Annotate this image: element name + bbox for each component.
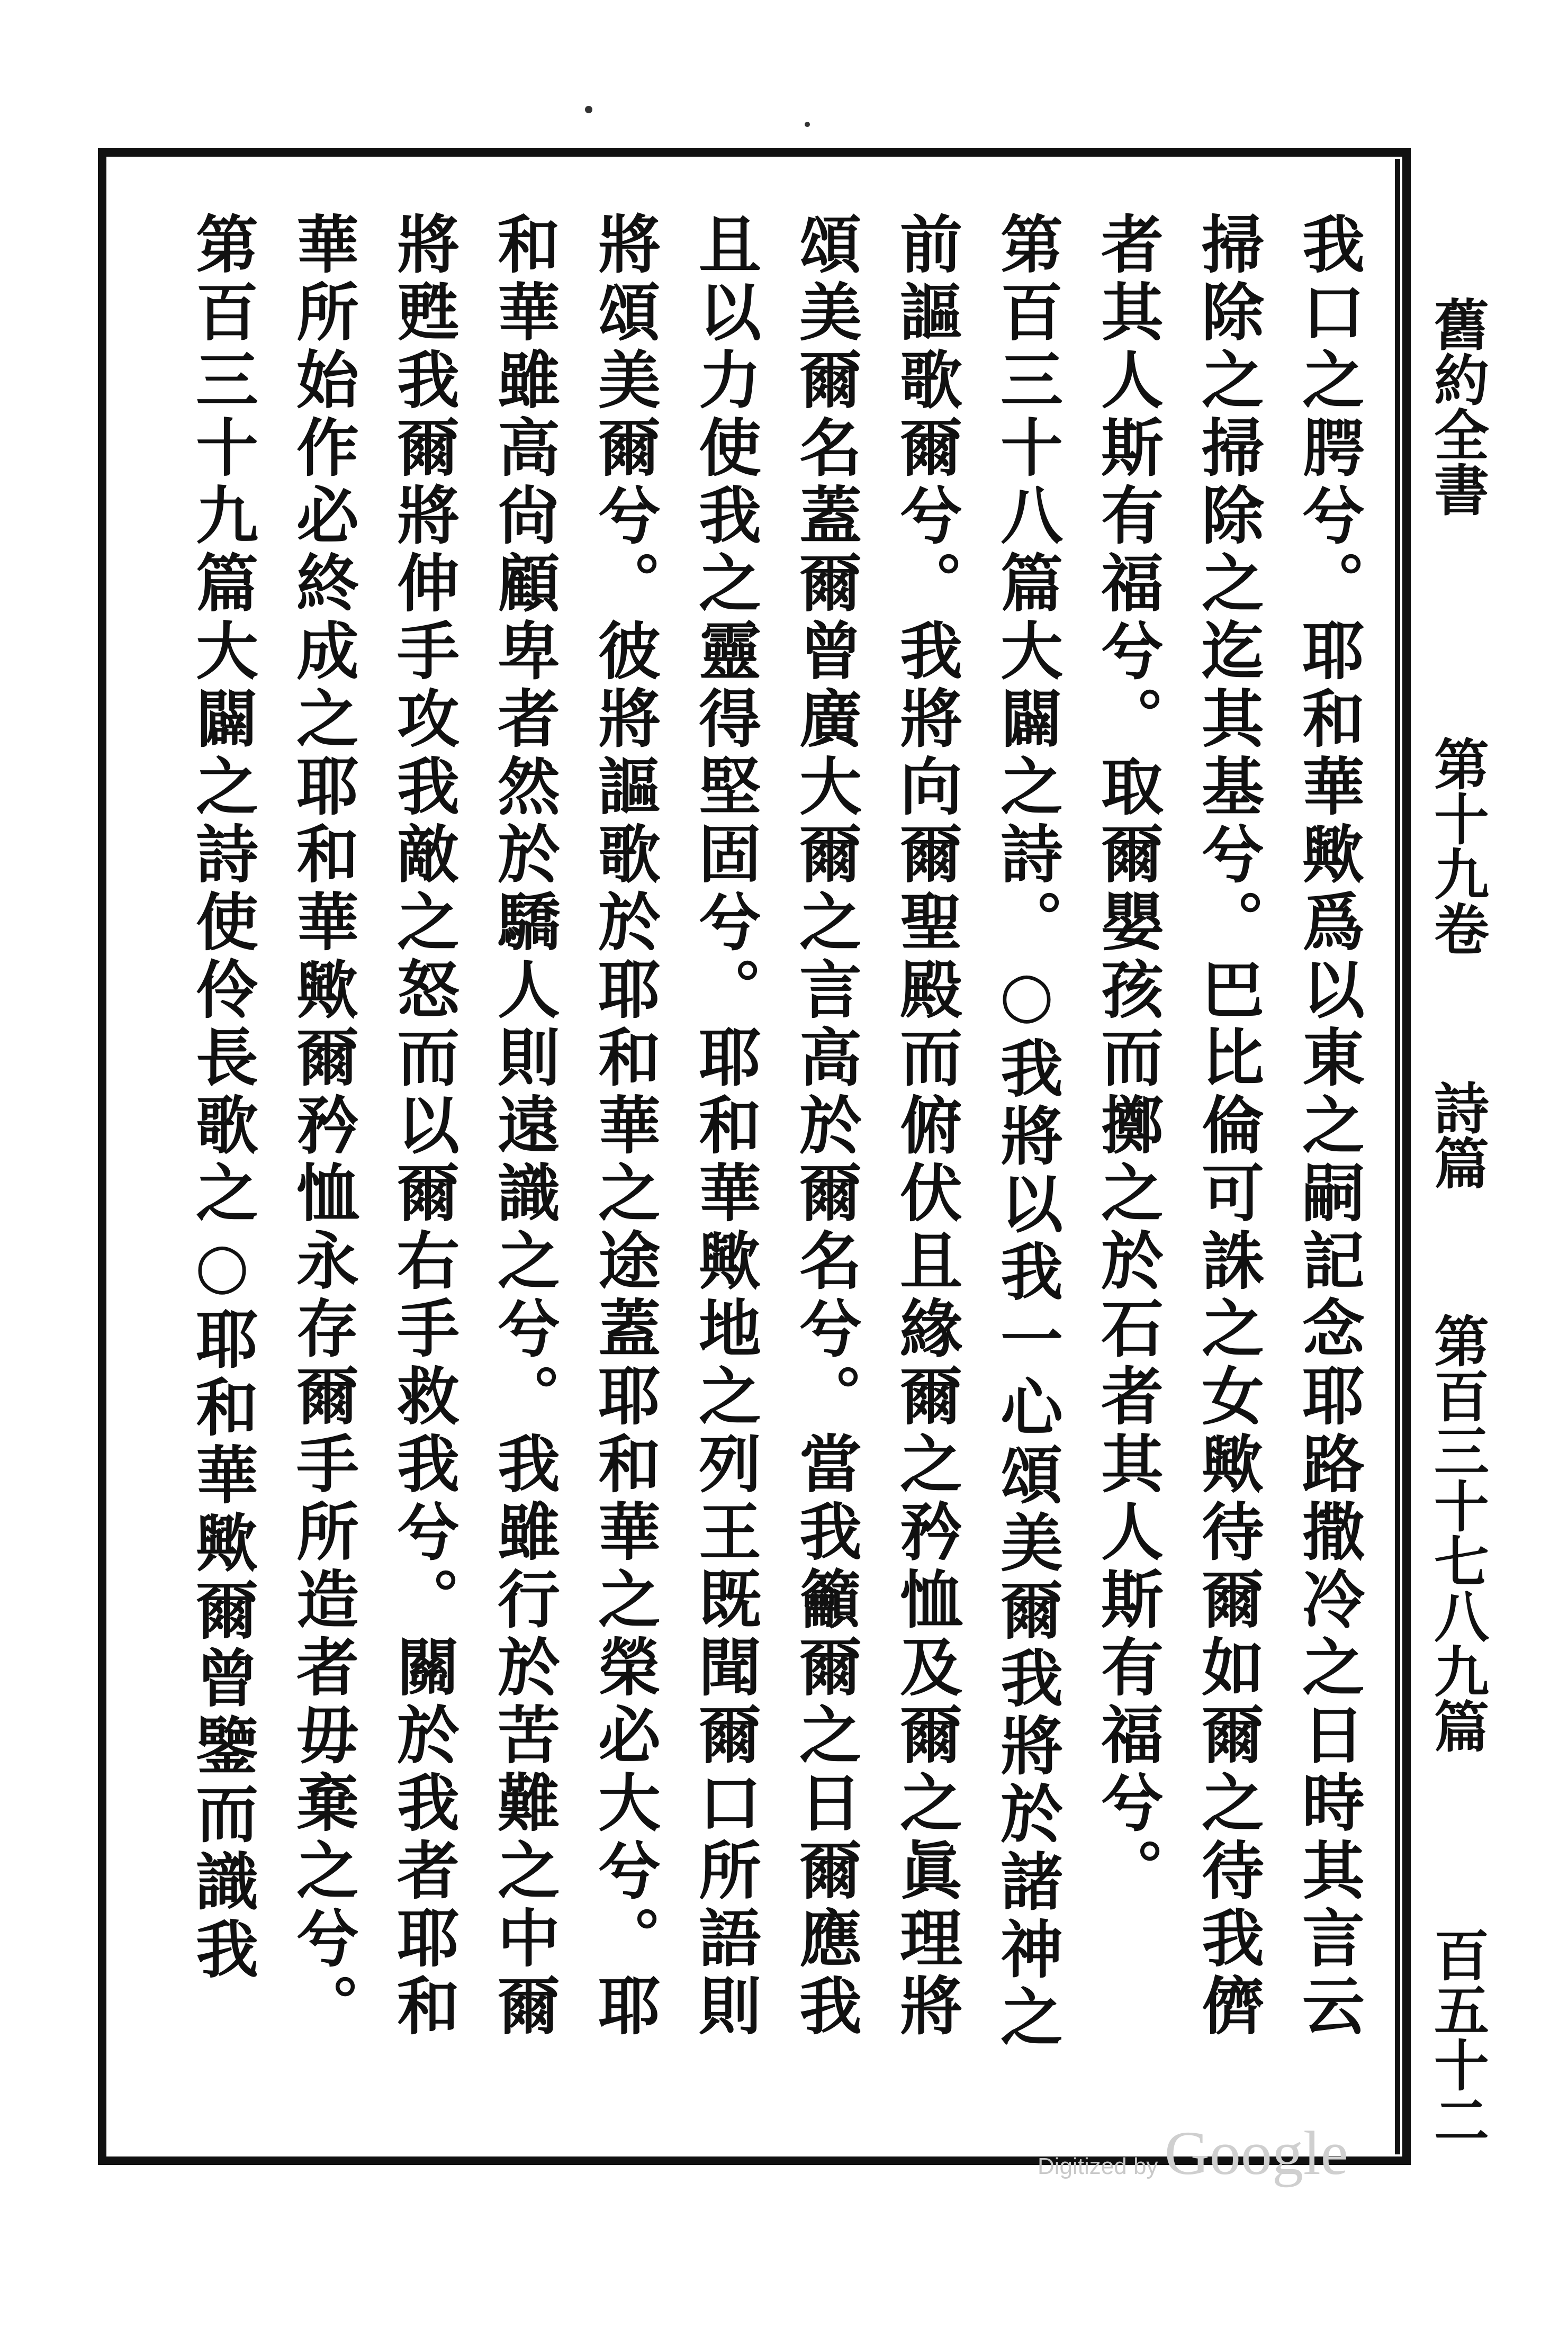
google-watermark bbox=[1038, 2117, 1348, 2189]
text-column-8: 將頌美爾兮。彼將謳歌於耶和華之途蓋耶和華之榮必大兮。耶 bbox=[588, 212, 661, 2041]
watermark-prefix: Digitized by bbox=[1038, 2153, 1158, 2179]
text-column-4: 第百三十八篇大闢之詩。○我將以我一心頌美爾我將於諸神之 bbox=[990, 212, 1064, 2052]
text-column-5: 前謳歌爾兮。我將向爾聖殿而俯伏且緣爾之矜恤及爾之眞理將 bbox=[889, 212, 963, 2041]
chapter-range: 第百三十七八九篇 bbox=[1425, 1313, 1490, 1753]
header-divider-line bbox=[1395, 159, 1400, 2154]
volume-label: 第十九卷 bbox=[1425, 736, 1490, 956]
page-number: 百五十二 bbox=[1425, 1927, 1490, 2147]
text-column-6: 頌美爾名蓋爾曾廣大爾之言高於爾名兮。當我籲爾之日爾應我 bbox=[789, 212, 862, 2041]
watermark-brand: Google bbox=[1164, 2118, 1349, 2188]
scan-speck bbox=[585, 106, 592, 113]
book-title: 舊約全書 bbox=[1425, 296, 1490, 517]
text-column-1: 我口之腭兮。耶和華歟爲以東之嗣記念耶路撒冷之日時其言云 bbox=[1292, 212, 1365, 2041]
text-column-12: 第百三十九篇大闢之詩使伶長歌之○耶和華歟爾曾鑒而識我 bbox=[185, 212, 259, 1984]
text-column-2: 掃除之掃除之迄其基兮。巴比倫可誅之女歟待爾如爾之待我儕 bbox=[1191, 212, 1265, 2041]
text-column-9: 和華雖高尙顧卑者然於驕人則遠識之兮。我雖行於苦難之中爾 bbox=[487, 212, 561, 2041]
section-label: 詩篇 bbox=[1425, 1080, 1490, 1190]
text-column-7: 且以力使我之靈得堅固兮。耶和華歟地之列王既聞爾口所語則 bbox=[688, 212, 762, 2041]
scan-speck bbox=[805, 122, 810, 127]
text-column-3: 者其人斯有福兮。取爾嬰孩而擲之於石者其人斯有福兮。 bbox=[1091, 212, 1164, 1906]
text-column-10: 將甦我爾將伸手攻我敵之怒而以爾右手救我兮。關於我者耶和 bbox=[386, 212, 460, 2041]
text-column-11: 華所始作必終成之耶和華歟爾矜恤永存爾手所造者毋棄之兮。 bbox=[286, 212, 359, 2041]
